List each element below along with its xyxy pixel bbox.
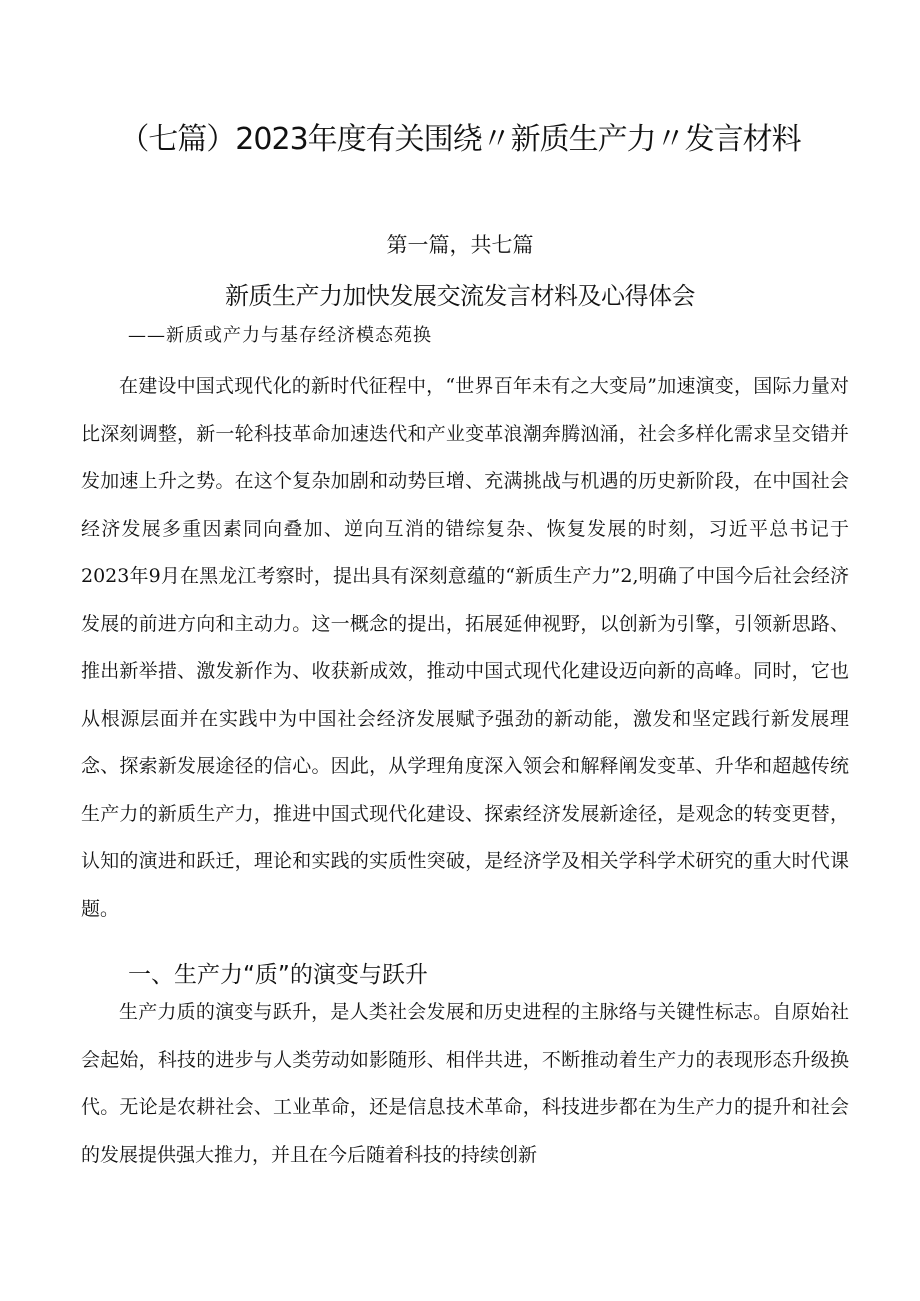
- body-paragraph: 在建设中国式现代化的新时代征程中，“世界百年未有之大变局”加速演变，国际力量对比深刻调整，新一轮科技革命加速迭代和产业变革浪潮奔腾汹涌，社会多样化需求呈交错并发加速上升之势。在这个复杂加剧和动势巨增、充满挑战与机遇的历史新阶段，在中国社会经济发展多重因素同向叠加、逆向互消的错综复杂、恢复发展的时刻，习近平总书记于2023年9月在黑龙江考察时，提出具有深刻意蕴的“新质生产力”2,明确了中国今后社会经济发展的前进方向和主动力。这一概念的提出，拓展延伸视野，以创新为引擎，引领新思路、推出新举措、激发新作为、收获新成效，推动中国式现代化建设迈向新的高峰。同时，它也从根源层面并在实践中为中国社会经济发展赋予强劲的新动能，激发和坚定践行新发展理念、探索新发展途径的信心。因此，从学理角度深入领会和解释阐发变革、升华和超越传统生产力的新质生产力，推进中国式现代化建设、探索经济发展新途径，是观念的转变更替，认知的演进和跃迁，理论和实践的实质性突破，是经济学及相关学科学术研究的重大时代课题。: [81, 375, 849, 920]
- part-label: 第一篇，共七篇: [386, 233, 534, 257]
- document-title: （七篇）2023年度有关围绕〃新质生产力〃发言材料: [119, 122, 801, 157]
- body-paragraph: 生产力质的演变与跃升，是人类社会发展和历史进程的主脉络与关键性标志。自原始社会起始，科技的进步与人类劳动如影随形、相伴共进，不断推动着生产力的表现形态升级换代。无论是农耕社会、工业革命，还是信息技术革命，科技进步都在为生产力的提升和社会的发展提供强大推力，并且在今后随着科技的持续创新: [81, 1001, 849, 1166]
- part-subtitle: ——新质或产力与基存经济模态苑换: [128, 325, 432, 346]
- section-heading: 一、生产力“质”的演变与跃升: [128, 962, 428, 988]
- part-title: 新质生产力加快发展交流发言材料及心得体会: [225, 282, 695, 310]
